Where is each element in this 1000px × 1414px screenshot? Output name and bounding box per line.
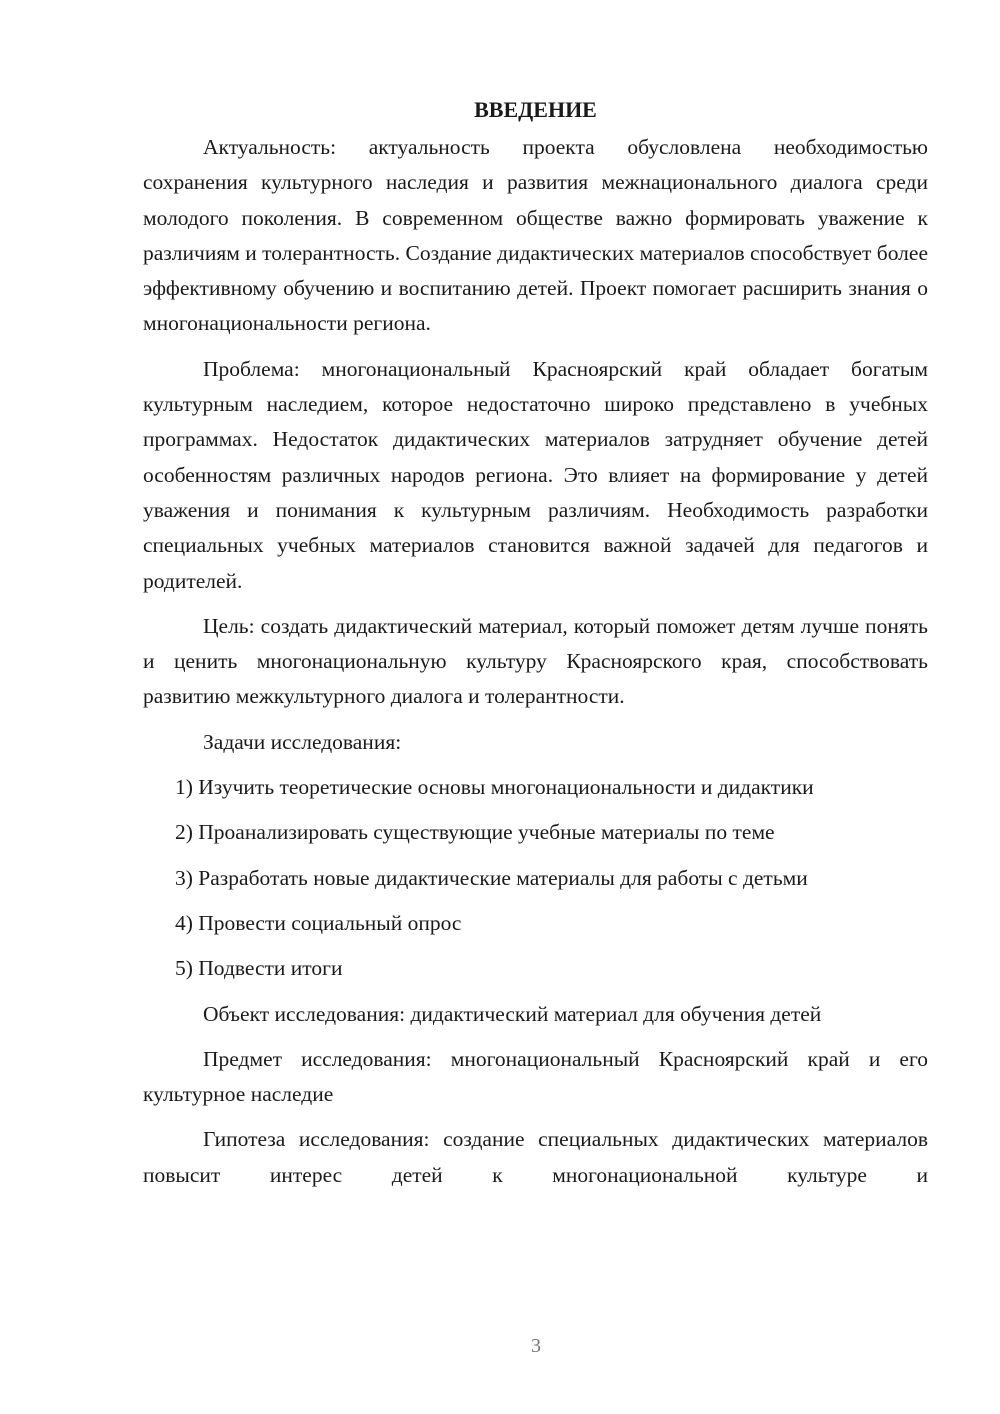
document-page <box>143 94 928 1203</box>
object-paragraph: Объект исследования: дидактический материал для обучения детей <box>203 1001 822 1026</box>
subject-paragraph: Предмет исследования: многонациональный Красноярский край и его культурное наследие <box>143 1046 928 1107</box>
page-number: 3 <box>531 1335 541 1357</box>
problem-paragraph: Проблема: многонациональный Красноярский край обладает богатым культурным наследием, которое недостаточно широко представлено в учебных программах. Недостаток дидактических материалов затрудняет обучение детей особенностям различных народов региона. Это влияет на формирование у детей уважения и понимания к культурным различиям. Необходимость разработки специальных учебных материалов становится важной задачей для педагогов и родителей. <box>143 356 928 593</box>
hypothesis-paragraph: Гипотеза исследования: создание специальных дидактических материалов повысит интерес детей к многонациональной культуре и <box>143 1127 928 1187</box>
task-item: 2) Проанализировать существующие учебные материалы по теме <box>175 820 775 845</box>
task-item: 5) Подвести итоги <box>175 956 343 981</box>
task-item: 1) Изучить теоретические основы многонациональности и дидактики <box>175 775 814 800</box>
relevance-paragraph: Актуальность: актуальность проекта обусловлена необходимостью сохранения культурного наследия и развития межнационального диалога среди молодого поколения. В современном обществе важно формировать уважение к различиям и толерантность. Создание дидактических материалов способствует более эффективному обучению и воспитанию детей. Проект помогает расширить знания о многонациональности региона. <box>143 135 928 336</box>
tasks-list <box>143 770 928 986</box>
task-item: 4) Провести социальный опрос <box>175 910 462 935</box>
tasks-heading: Задачи исследования: <box>203 729 402 754</box>
page-title: ВВЕДЕНИЕ <box>474 97 597 122</box>
goal-paragraph: Цель: создать дидактический материал, который поможет детям лучше понять и ценить многонациональную культуру Красноярского края, способствовать развитию межкультурного диалога и толерантности. <box>143 613 928 709</box>
task-item: 3) Разработать новые дидактические материалы для работы с детьми <box>175 865 808 890</box>
